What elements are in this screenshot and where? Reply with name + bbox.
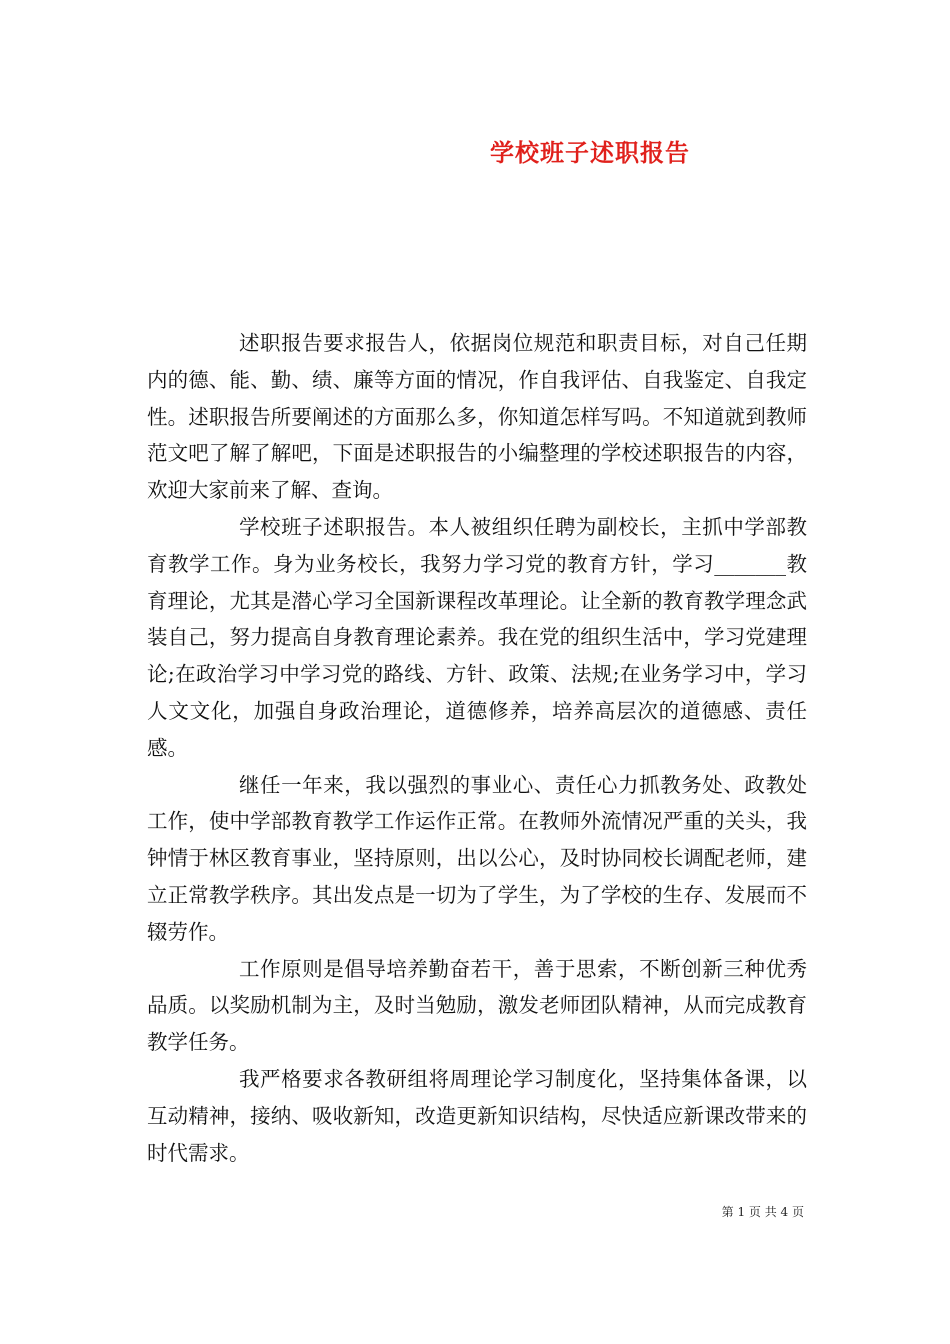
paragraph-teaching-research: 我严格要求各教研组将周理论学习制度化，坚持集体备课，以互动精神，接纳、吸收新知，改造更新知识结构，尽快适应新课改带来的时代需求。 (147, 1066, 807, 1165)
paragraph-principles: 工作原则是倡导培养勤奋若干，善于思索，不断创新三种优秀品质。以奖励机制为主，及时当勉励，激发老师团队精神，从而完成教育教学任务。 (147, 956, 807, 1055)
paragraph-work: 继任一年来，我以强烈的事业心、责任心力抓教务处、政教处工作，使中学部教育教学工作运作正常。在教师外流情况严重的关头，我钟情于林区教育事业，坚持原则，出以公心，及时协同校长调配老师，建立正常教学秩序。其出发点是一切为了学生，为了学校的生存、发展而不辍劳作。 (147, 772, 807, 944)
page-number: 第 1 页 共 4 页 (721, 1205, 804, 1219)
document-title: 学校班子述职报告 (490, 138, 690, 167)
document-body (147, 325, 807, 1171)
paragraph-study: 学校班子述职报告。本人被组织任聘为副校长，主抓中学部教育教学工作。身为业务校长，我努力学习党的教育方针，学习_______教育理论，尤其是潜心学习全国新课程改革理论。让全新的教育教学理念武装自己，努力提高自身教育理论素养。我在党的组织生活中，学习党建理论;在政治学习中学习党的路线、方针、政策、法规;在业务学习中，学习人文文化，加强自身政治理论，道德修养，培养高层次的道德感、责任感。 (147, 514, 807, 760)
paragraph-intro: 述职报告要求报告人，依据岗位规范和职责目标，对自己任期内的德、能、勤、绩、廉等方面的情况，作自我评估、自我鉴定、自我定性。述职报告所要阐述的方面那么多，你知道怎样写吗。不知道就到教师范文吧了解了解吧，下面是述职报告的小编整理的学校述职报告的内容，欢迎大家前来了解、查询。 (147, 331, 807, 503)
